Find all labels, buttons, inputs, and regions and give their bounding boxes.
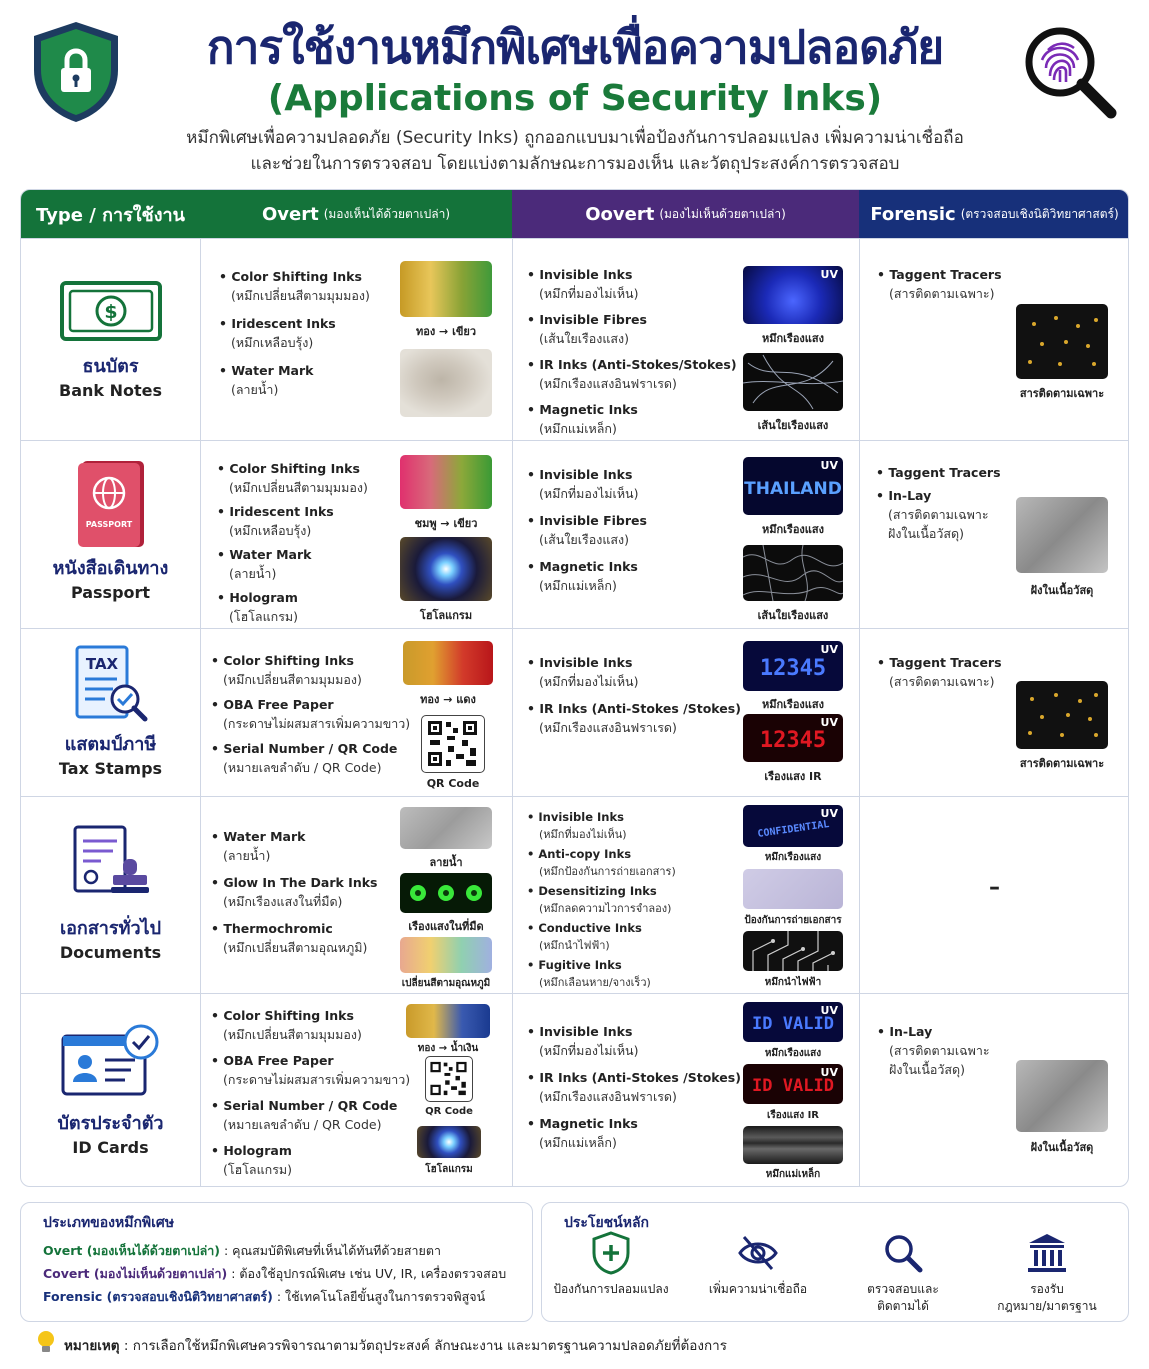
forensic-none: –: [989, 875, 1000, 900]
sample-caption: ฝังในเนื้อวัสดุ: [1030, 584, 1094, 597]
sample-caption: ทอง → น้ำเงิน: [417, 1043, 479, 1054]
inlay-sample: [1016, 1060, 1108, 1132]
sample-caption: หมึกเรืองแสง: [764, 852, 822, 863]
sample-caption: เรืองแสง IR: [766, 1110, 819, 1121]
type-name-th: แสตมป์ภาษี: [64, 734, 157, 755]
id-card-icon: [59, 1022, 163, 1100]
tax-document-icon: [73, 645, 149, 725]
overt-list: • Water Mark (ลายน้ำ) • Glow In The Dark Inks (หมึกเรืองแสงในที่มืด) • Thermochromic (หมึกเปลี่ยนสีตามอุณหภูมิ): [211, 827, 377, 957]
type-name-th: หนังสือเดินทาง: [52, 558, 169, 579]
covert-list: • Invisible Inks (หมึกที่มองไม่เห็น) • Invisible Fibres (เส้นใยเรืองแสง) • Magnetic Inks (หมึกแม่เหล็ก): [527, 465, 647, 595]
legend-overt: Overt (มองเห็นได้ด้วยตาเปล่า) : คุณสมบัติพิเศษที่เห็นได้ทันทีด้วยสายตา: [43, 1243, 441, 1258]
benefit-legal: [972, 1231, 1122, 1315]
col-header-covert: Oovert (มองไม่เห็นด้วยตาเปล่า): [512, 190, 859, 238]
benefits-title: ประโยชน์หลัก: [564, 1215, 650, 1231]
sample-caption: หมึกนำไฟฟ้า: [764, 977, 822, 988]
covert-list: • Invisible Inks (หมึกที่มองไม่เห็น) • Anti-copy Inks (หมึกป้องกันการถ่ายเอกสาร) • Desensitizing Inks (หมึกลดความไวการจำลอง) • Conductive Inks (หมึกนำไฟฟ้า) • Fugitive Inks (หมึกเลือนหาย/จางเร็ว): [527, 809, 676, 991]
sample-caption: เรืองแสงในที่มืด: [408, 920, 484, 933]
type-id-cards: [21, 994, 200, 1187]
covert-list: • Invisible Inks (หมึกที่มองไม่เห็น) • IR Inks (Anti-Stokes /Stokes) (หมึกเรืองแสงอินฟราเรด): [527, 653, 741, 737]
main-benefits: [541, 1202, 1129, 1322]
type-name-en: Bank Notes: [59, 381, 162, 400]
sample-caption: สารติดตามเฉพาะ: [1019, 757, 1105, 770]
tracer-sample: [1016, 304, 1108, 379]
type-name-en: ID Cards: [72, 1138, 149, 1157]
hologram-sample: [400, 537, 492, 601]
security-ink-table: [20, 189, 1129, 1187]
row-tax-stamps: [21, 628, 1129, 796]
sample-caption: หมึกเรืองแสง: [762, 332, 824, 345]
legend-forensic: Forensic (ตรวจสอบเชิงนิติวิทยาศาสตร์) : ใช้เทคโนโลยีขั้นสูงในการตรวจพิสูจน์: [43, 1289, 486, 1304]
sample-caption: หมึกเรืองแสง: [762, 698, 824, 711]
sample-caption: เส้นใยเรืองแสง: [757, 609, 829, 622]
page-subtitle: (Applications of Security Inks): [267, 78, 883, 119]
forensic-list: • Taggent Tracers (สารติดตามเฉพาะ): [877, 653, 1002, 691]
uv-ink-sample: UV: [743, 266, 843, 324]
sample-caption: โฮโลแกรม: [425, 1164, 473, 1175]
color-shift-sample: [406, 1004, 490, 1038]
intro-line-1: หมึกพิเศษเพื่อความปลอดภัย (Security Inks) ถูกออกแบบมาเพื่อป้องกันการปลอมแปลง เพิ่มความน่าเชื่อถือ: [186, 128, 964, 148]
eye-slash-icon: [736, 1231, 780, 1275]
uv-ink-sample: UV 12345: [743, 641, 843, 691]
col-header-overt: Overt (มองเห็นได้ด้วยตาเปล่า): [200, 190, 512, 238]
type-tax-stamps: [21, 629, 200, 796]
svg-text:TAX: TAX: [85, 655, 118, 673]
institution-icon: [1025, 1231, 1069, 1275]
passport-icon: [76, 459, 146, 549]
ink-type-legend: [20, 1202, 533, 1322]
row-passport: [21, 440, 1129, 628]
type-documents: [21, 797, 200, 993]
type-bank-notes: [21, 239, 200, 440]
ir-ink-sample: UV ID VALID: [743, 1064, 843, 1104]
sample-caption: ฝังในเนื้อวัสดุ: [1030, 1141, 1094, 1154]
qr-code-sample: [421, 715, 485, 773]
sample-caption: ทอง → แดง: [420, 693, 476, 706]
covert-list: • Invisible Inks (หมึกที่มองไม่เห็น) • Invisible Fibres (เส้นใยเรืองแสง) • IR Inks (Anti-Stokes/Stokes) (หมึกเรืองแสงอินฟราเรด) • Magnetic Inks (หมึกแม่เหล็ก): [527, 265, 737, 438]
svg-text:$: $: [103, 301, 118, 323]
tracer-sample: [1016, 681, 1108, 749]
lightbulb-icon: [36, 1330, 56, 1354]
page-title: การใช้งานหมึกพิเศษเพื่อความปลอดภัย: [206, 20, 944, 74]
magnetic-sample: [743, 1126, 843, 1164]
benefit-traceable-label: ตรวจสอบและ ติดตามได้: [867, 1282, 939, 1313]
thermochromic-sample: [400, 937, 492, 973]
header: [0, 0, 1149, 190]
sample-caption: ทอง → เขียว: [415, 325, 476, 338]
fingerprint-magnifier-icon: [1022, 24, 1118, 120]
inlay-sample: [1016, 497, 1108, 573]
document-stamp-icon: [71, 823, 151, 903]
banknote-icon: [60, 281, 162, 341]
covert-list: • Invisible Inks (หมึกที่มองไม่เห็น) • IR Inks (Anti-Stokes /Stokes) (หมึกเรืองแสงอินฟราเรด) • Magnetic Inks (หมึกแม่เหล็ก): [527, 1022, 741, 1152]
forensic-list: • Taggent Tracers • In-Lay (สารติดตามเฉพาะ ฝังในเนื้อวัสดุ): [876, 463, 1001, 543]
sample-caption: ชมพู → เขียว: [414, 517, 478, 530]
sample-caption: สารติดตามเฉพาะ: [1019, 387, 1105, 400]
overt-list: • Color Shifting Inks (หมึกเปลี่ยนสีตามมุมมอง) • OBA Free Paper (กระดาษไม่ผสมสารเพิ่มความขาว) • Serial Number / QR Code (หมายเลขลำดับ / QR Code): [211, 651, 410, 777]
overt-list: • Color Shifting Inks (หมึกเปลี่ยนสีตามมุมมอง) • OBA Free Paper (กระดาษไม่ผสมสารเพิ่มความขาว) • Serial Number / QR Code (หมายเลขลำดับ / QR Code) • Hologram (โฮโลแกรม): [211, 1006, 410, 1179]
sample-caption: หมึกเรืองแสง: [762, 523, 824, 536]
watermark-sample: [400, 349, 492, 417]
uv-ink-sample: UV CONFIDENTIAL: [743, 805, 843, 847]
sample-caption: โฮโลแกรม: [419, 609, 473, 622]
col-header-type: Type / การใช้งาน: [21, 190, 200, 238]
type-name-en: Passport: [70, 583, 151, 602]
type-name-en: Tax Stamps: [58, 759, 163, 778]
row-bank-notes: [21, 238, 1129, 440]
sample-caption: QR Code: [425, 1106, 473, 1117]
fibres-sample: [743, 545, 843, 601]
benefit-credibility: เพิ่มความน่าเชื่อถือ: [683, 1231, 833, 1298]
col-header-forensic: Forensic (ตรวจสอบเชิงนิติวิทยาศาสตร์): [859, 190, 1129, 238]
sample-caption: ลายน้ำ: [429, 856, 463, 869]
forensic-list: • Taggent Tracers (สารติดตามเฉพาะ): [877, 265, 1002, 303]
row-documents: [21, 796, 1129, 993]
svg-text:PASSPORT: PASSPORT: [85, 520, 132, 529]
magnifier-icon: [881, 1231, 925, 1275]
hologram-sample: [417, 1126, 481, 1158]
footnote: หมายเหตุ : การเลือกใช้หมึกพิเศษควรพิจารณาตามวัตถุประสงค์ ลักษณะงาน และมาตรฐานความปลอดภัยที่ต้องการ: [36, 1334, 727, 1356]
overt-list: • Color Shifting Inks (หมึกเปลี่ยนสีตามมุมมอง) • Iridescent Inks (หมึกเหลือบรุ้ง) • Water Mark (ลายน้ำ) • Hologram (โฮโลแกรม): [217, 459, 368, 626]
type-name-th: เอกสารทั่วไป: [59, 918, 162, 939]
qr-code-sample: [425, 1056, 473, 1102]
uv-ink-sample: UV ID VALID: [743, 1002, 843, 1042]
type-name-th: ธนบัตร: [82, 356, 139, 377]
anti-copy-sample: [743, 869, 843, 909]
uv-ink-sample: UV THAILAND: [743, 457, 843, 515]
conductive-sample: [743, 931, 843, 971]
sample-caption: หมึกเรืองแสง: [764, 1048, 822, 1059]
color-shift-sample: [403, 641, 493, 685]
type-passport: [21, 441, 200, 628]
shield-lock-icon: [30, 20, 122, 124]
shield-plus-icon: [591, 1231, 631, 1275]
benefit-traceable: [828, 1231, 978, 1315]
sample-caption: QR Code: [426, 777, 480, 790]
watermark-sample: [400, 807, 492, 849]
color-shift-sample: [400, 261, 492, 317]
sample-caption: เรืองแสง IR: [764, 770, 822, 783]
benefit-anti-counterfeit: ป้องกันการปลอมแปลง: [536, 1231, 686, 1298]
type-name-en: Documents: [59, 943, 162, 962]
overt-list: • Color Shifting Inks (หมึกเปลี่ยนสีตามมุมมอง) • Iridescent Inks (หมึกเหลือบรุ้ง) • Water Mark (ลายน้ำ): [219, 267, 370, 399]
legend-title: ประเภทของหมึกพิเศษ: [43, 1215, 175, 1231]
forensic-list: • In-Lay (สารติดตามเฉพาะ ฝังในเนื้อวัสดุ): [877, 1022, 990, 1079]
intro-line-2: และช่วยในการตรวจสอบ โดยแบ่งตามลักษณะการมองเห็น และวัตถุประสงค์การตรวจสอบ: [250, 154, 900, 174]
fibres-sample: [743, 353, 843, 411]
sample-caption: ป้องกันการถ่ายเอกสาร: [744, 915, 842, 926]
glow-sample: [400, 873, 492, 913]
type-name-th: บัตรประจำตัว: [57, 1113, 164, 1134]
sample-caption: เปลี่ยนสีตามอุณหภูมิ: [401, 978, 491, 989]
ir-ink-sample: UV 12345: [743, 714, 843, 762]
sample-caption: เส้นใยเรืองแสง: [757, 419, 829, 432]
legend-covert: Covert (มองไม่เห็นด้วยตาเปล่า) : ต้องใช้อุปกรณ์พิเศษ เช่น UV, IR, เครื่องตรวจสอบ: [43, 1266, 507, 1281]
benefit-legal-label: รองรับ กฎหมาย/มาตรฐาน: [997, 1282, 1097, 1313]
sample-caption: หมึกแม่เหล็ก: [765, 1169, 821, 1180]
row-id-cards: [21, 993, 1129, 1187]
color-shift-sample: [400, 455, 492, 509]
